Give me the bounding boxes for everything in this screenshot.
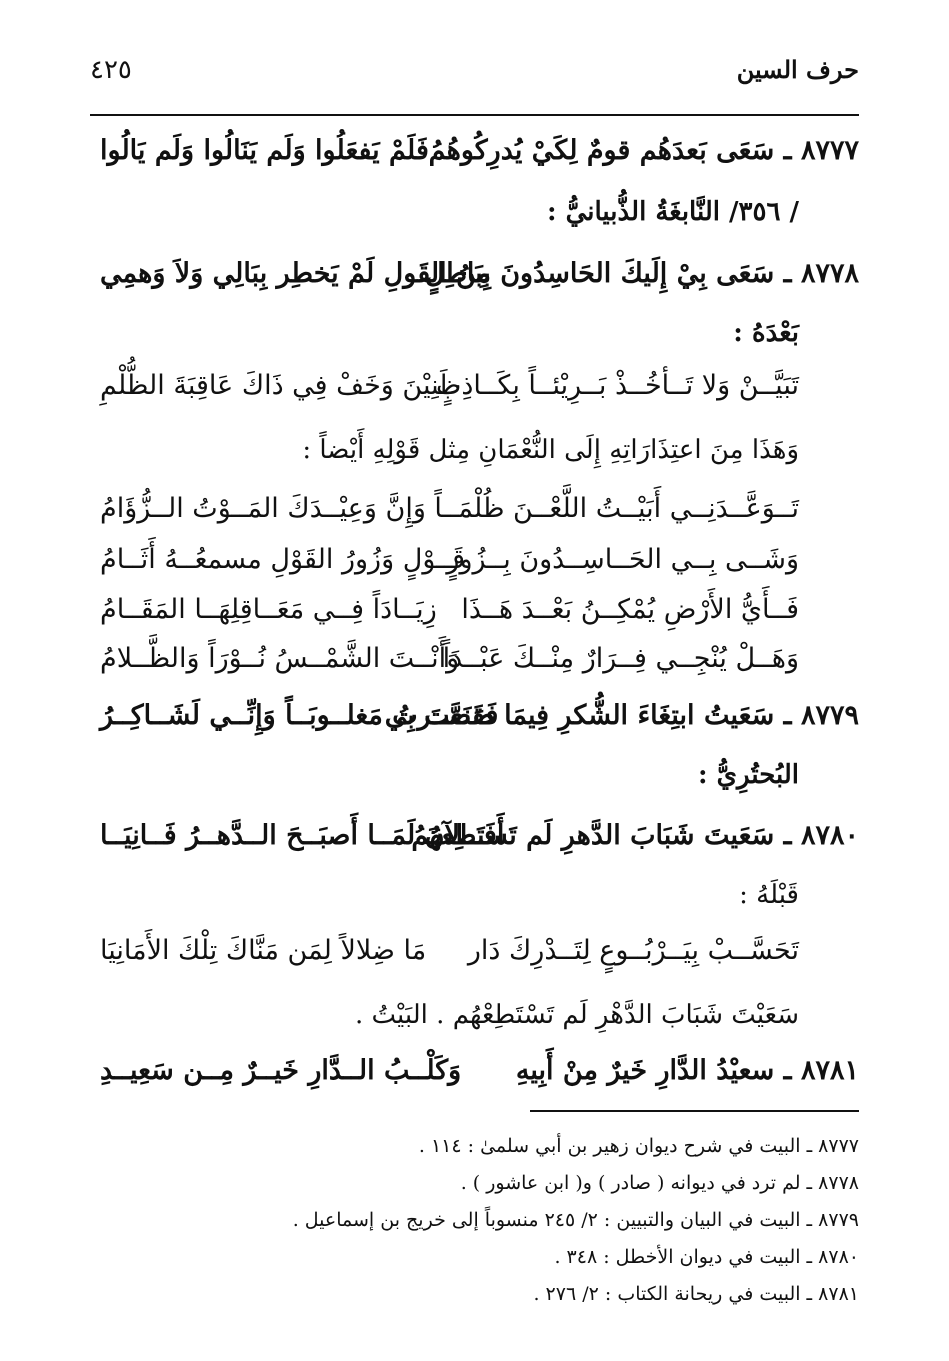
verse-8777	[90, 135, 859, 185]
verse-line	[90, 935, 859, 985]
verse-second-half: أَفَــالآنَ لَمَــا أَصبَــحَ الــدَّهــرُ فَــانِيَــا	[100, 820, 505, 851]
verse-first-half: فَــأَيُّ الأَرْضِ يُمْكِــنُ بَعْــدَ هَــذَا	[461, 594, 799, 625]
verse-second-half: وَإِنَّ وَعِيْــدَكَ المَــوْتُ الــزُّؤَامُ	[100, 493, 426, 524]
verse-8778	[90, 258, 859, 308]
verse-line	[90, 544, 859, 594]
footnote-8777: ٨٧٧٧ ـ البيت في شرح ديوان زهير بن أبي سلمىٰ : ١١٤ .	[418, 1135, 859, 1157]
source-line: / ٣٥٦/ النَّابغَةُ الذُّبيانيُّ :	[546, 197, 799, 227]
verse-line	[90, 594, 859, 644]
verse-first-half: تَبَيَّــنْ وَلا تَــأخُــذْ بَــرِيْئــاً بِكَــاذِبٍ	[435, 370, 799, 401]
context-line: بَعْدَهُ :	[733, 318, 799, 348]
verse-first-half: تَحَسَّــبْ بِيَــرْبُــوعٍ لِتَــدْرِكَ دَار	[467, 935, 799, 966]
verse-line	[90, 643, 859, 693]
footnote-8779: ٨٧٧٩ ـ البيت في البيان والتبيين : ٢/ ٢٤٥ منسوباً إلى خريج بن إسماعيل .	[292, 1209, 859, 1231]
verse-8779	[90, 700, 859, 750]
verse-first-half: وَشَــى بِــي الحَــاسِــدُونَ بِــزُورٍ	[446, 544, 799, 575]
verse-first-half: تَــوَعَّــدَنِــي أَبَيْــتُ اللَّعْــنَ ظُلْمَــاً	[434, 493, 799, 524]
header-divider	[90, 114, 859, 116]
footnote-8780: ٨٧٨٠ ـ البيت في ديوان الأخطل : ٣٤٨ .	[554, 1246, 859, 1268]
verse-second-half: قَــوْلٍ وَزُورُ القَوْلِ مسمعُــهُ أَثَــامُ	[100, 544, 465, 575]
source-line: البُحتُرِيُّ :	[698, 760, 799, 790]
verse-8781	[90, 1055, 859, 1105]
running-header	[90, 55, 859, 95]
verse-first-half: ٨٧٧٧ ـ سَعَى بَعدَهُم قومٌ لِكَيْ يُدرِكُوهُمُ	[428, 135, 859, 166]
chapter-title: حرف السين	[736, 55, 859, 84]
verse-first-half: ٨٧٨١ ـ سعيْدُ الدَّارِ خَيرٌ مِنْ أَبِيهِ	[515, 1055, 859, 1086]
intro-line: وَهَذَا مِنَ اعتِذَارَاتِهِ إِلَى النُّعْمَانِ مِثل قَوْلِهِ أَيْضاً :	[302, 435, 799, 465]
verse-first-half: وَهَــلْ يُنْجِــي فِــرَارٌ مِنْــكَ عَبْــدَاً	[442, 643, 799, 674]
context-line: قَبْلَهُ :	[739, 880, 799, 910]
footnote-8778: ٨٧٧٨ ـ لم ترد في ديوانه ( صادر ) و( ابن عاشور ) .	[460, 1172, 859, 1194]
verse-second-half: فَقَصَّــرتُ مَغلــوبَــاً وَإِنِّــي لَشَــاكِــرُ	[100, 700, 499, 731]
footnote-divider	[530, 1110, 859, 1112]
verse-line	[90, 370, 859, 420]
verse-8780	[90, 820, 859, 870]
verse-second-half: وَكَلْــبُ الــدَّارِ خَيــرٌ مِــن سَعِيــدِ	[100, 1055, 462, 1086]
verse-second-half: زِيَــادَاً فِــي مَعَــاقِلِهَــا المَقَــامُ	[100, 594, 437, 625]
verse-second-half: ظَنِيْنَ وَخَفْ فِي ذَاكَ عَاقِبَةَ الظُّلْمِ	[100, 370, 461, 401]
verse-second-half: مِنُ القَولِ لَمْ يَخطِر بِبَالِي وَلاَ وَهمِي	[100, 258, 491, 289]
verse-line	[90, 493, 859, 543]
verse-first-half: ٨٧٧٩ ـ سَعَيتُ ابتِغَاءَ الشُّكرِ فِيمَا صَنَعتَ بِي	[384, 700, 859, 731]
verse-first-half: ٨٧٧٨ ـ سَعَى بِيْ إِلَيكَ الحَاسِدُونَ بِبَاطِلٍ	[425, 258, 859, 289]
verse-second-half: وَأَنْــتَ الشَّمْــسُ نُــوْرَاً وَالظَّــلامُ	[100, 643, 460, 674]
verse-second-half: مَا ضِلالاً لِمَن مَنَّاكَ تِلْكَ الأَمَانِيَا	[100, 935, 427, 966]
verse-first-half: ٨٧٨٠ ـ سَعَيتَ شَبَابَ الدَّهرِ لَم تَستَطِعهُمُ	[411, 820, 859, 851]
quote-line: سَعَيْتَ شَبَابَ الدَّهْرِ لَم تَسْتَطِعْهُم . البَيْتُ .	[355, 1000, 799, 1030]
verse-second-half: فَلَمْ يَفعَلُوا وَلَم يَنَالُوا وَلَم يَالُوا	[100, 135, 429, 166]
page-number: ٤٢٥	[90, 55, 132, 85]
footnote-8781: ٨٧٨١ ـ البيت في ريحانة الكتاب : ٢/ ٢٧٦ .	[533, 1283, 859, 1305]
